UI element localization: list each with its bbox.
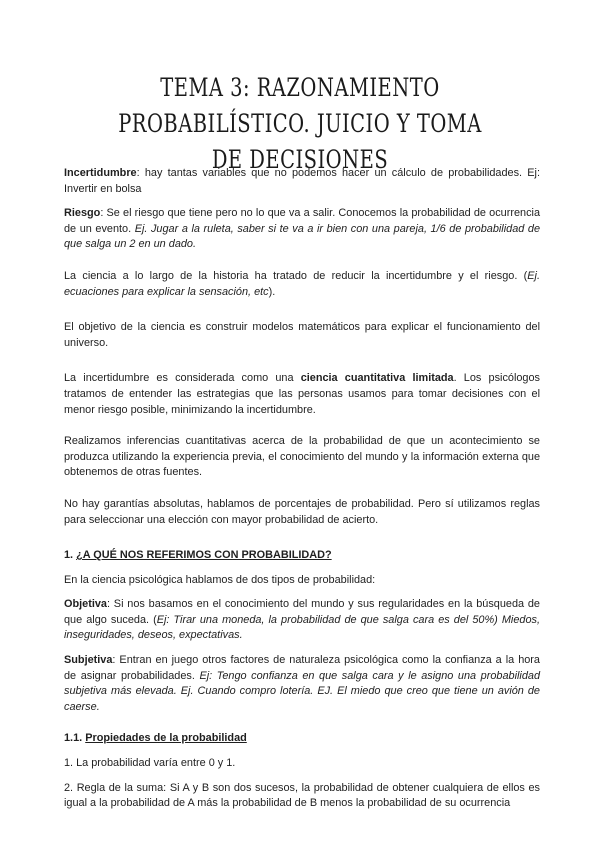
title-line-2: DE DECISIONES [211,145,389,174]
list-item-property-1: 1. La probabilidad varía entre 0 y 1. [64,757,236,770]
term-ciencia-cuantitativa: ciencia cuantitativa limitada [300,372,454,385]
paragraph-objetivo: El objetivo de la ciencia es construir modelos matemáticos para explicar el funcionamiento del universo. [64,321,540,349]
text-riesgo: : Se el riesgo que tiene pero no lo que va a salir. Conocemos la probabilidad de ocurrencia de un evento. [64,207,540,235]
term-incertidumbre: Incertidumbre [64,167,137,179]
section-heading-1-1 [64,731,540,747]
term-riesgo: Riesgo [64,207,101,220]
paragraph-inferencias: Realizamos inferencias cuantitativas acerca de la probabilidad de que un acontecimiento se produzca utilizando la experiencia previa, el conocimiento del mundo y la información externa que obtenemos de otras fuentes. [64,435,540,479]
list-item-property-2: 2. Regla de la suma: Si A y B son dos sucesos, la probabilidad de obtener cualquiera de ellos es igual a la probabilidad de A más la probabilidad de B menos la probabilidad de su ocurrencia [64,781,540,810]
paragraph-garantias: No hay garantías absolutas, hablamos de porcentajes de probabilidad. Pero sí utilizamos reglas para seleccionar una elección con mayor probabilidad de acierto. [64,497,540,526]
example-objetiva: Ej: Tirar una moneda, la probabilidad de que salga cara es del 50%) Miedos, inseguridades, deseos, expectativas. [64,613,540,642]
paragraph-objetiva [64,597,540,644]
paragraph-subjetiva [64,653,540,715]
term-subjetiva: Subjetiva [64,654,113,667]
section-1-1-title: Propiedades de la probabilidad [85,732,247,745]
paragraph-incertidumbre [64,166,540,197]
paragraph-tipos: En la ciencia psicológica hablamos de dos tipos de probabilidad: [64,573,376,586]
text-incertidumbre: : hay tantas variables que no podemos hacer un cálculo de probabilidades. Ej: Invertir en bolsa [64,167,540,195]
term-objetiva: Objetiva [64,598,107,611]
text-objetiva: : Si nos basamos en el conocimiento del mundo y sus regularidades en la búsqueda de que algo suceda. ( [64,598,540,626]
document-body [64,166,540,812]
paragraph-ciencia [64,269,540,300]
text-ciencia-end: ). [268,285,276,298]
page-title [97,70,503,178]
section-1-number: 1. [64,549,77,562]
text-cuantitativa-post: . Los psicólogos tratamos de entender las estrategias que las personas usamos para tomar decisiones con el menor riesgo posible, minimizando la incertidumbre. [64,372,540,416]
example-subjetiva: Ej: Tengo confianza en que salga cara y le asigno una probabilidad subjetiva más elevada. Ej. Cuando compro lotería. EJ. El miedo que creo que tiene un avión de caerse. [64,669,541,713]
section-1-title: ¿A QUÉ NOS REFERIMOS CON PROBABILIDAD? [76,549,332,562]
paragraph-cuantitativa [64,371,540,418]
example-ciencia: Ej. ecuaciones para explicar la sensación, etc [64,269,540,298]
paragraph-riesgo [64,206,540,253]
title-line-1: TEMA 3: RAZONAMIENTO PROBABILÍSTICO. JUICIO Y TOMA [118,73,482,138]
example-riesgo: Ej. Jugar a la ruleta, saber si te va a ir bien con una pareja, 1/6 de probabilidad de que salga un 2 en un dado. [64,222,541,251]
text-cuantitativa-pre: La incertidumbre es considerada como una [64,372,301,385]
text-subjetiva: : Entran en juego otros factores de naturaleza psicológica como la confianza a la hora de asignar probabilidades. [64,654,540,682]
text-ciencia: La ciencia a lo largo de la historia ha tratado de reducir la incertidumbre y el riesgo. ( [64,269,528,282]
section-1-1-number: 1.1. [64,732,86,745]
section-heading-1 [64,548,540,564]
